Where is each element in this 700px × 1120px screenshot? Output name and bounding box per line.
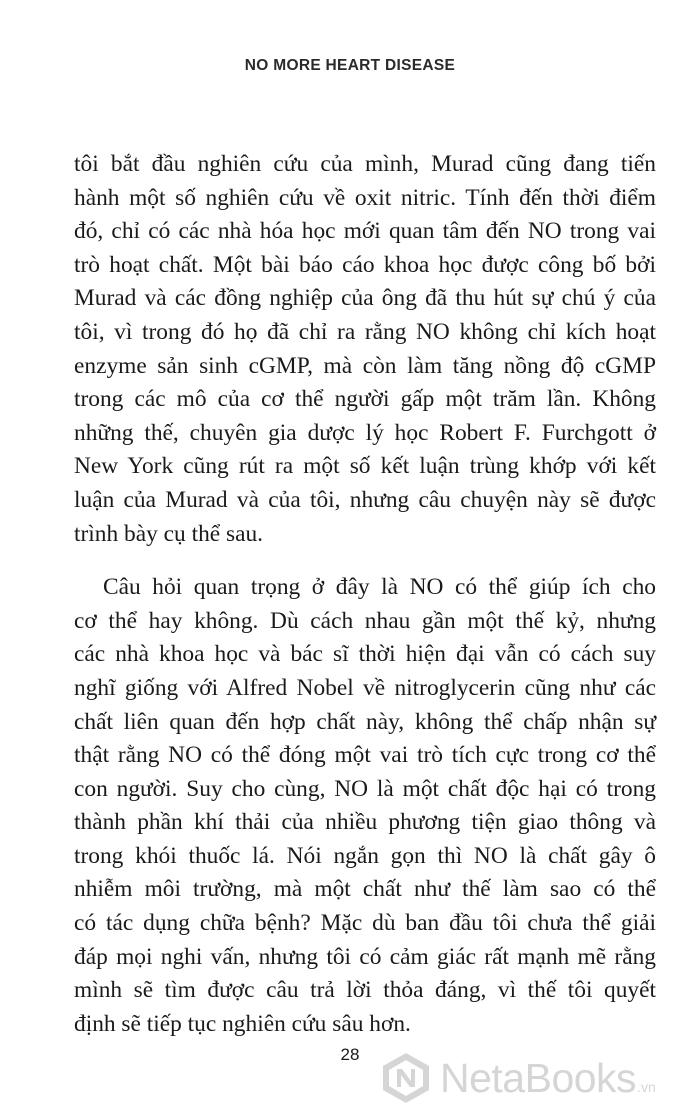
text-line: Murad và các đồng nghiệp của ông đã thu hút sự chú ý của xyxy=(74,285,656,312)
text-line: trong khói thuốc lá. Nói ngắn gọn thì NO là chất gây ô xyxy=(74,842,656,869)
text-line: luận của Murad và của tôi, nhưng câu chuyện này sẽ được xyxy=(74,486,656,513)
running-header: NO MORE HEART DISEASE xyxy=(244,57,456,74)
text-line: nghĩ giống với Alfred Nobel về nitroglycerin cũng như các xyxy=(74,674,656,701)
netabooks-logo-icon xyxy=(378,1050,434,1106)
watermark-suffix: .vn xyxy=(637,1079,656,1095)
paragraph-1 xyxy=(74,148,656,551)
paragraph-2 xyxy=(74,571,656,1041)
watermark xyxy=(378,1043,696,1113)
text-line: nhiễm môi trường, mà một chất như thế làm sao có thể xyxy=(74,876,656,903)
text-line: cơ thể hay không. Dù cách nhau gần một thế kỷ, nhưng xyxy=(74,607,656,634)
text-line: Câu hỏi quan trọng ở đây là NO có thể giúp ích cho xyxy=(103,574,656,601)
text-line: tôi, vì trong đó họ đã chỉ ra rằng NO không chỉ kích hoạt xyxy=(74,318,656,345)
text-line: định sẽ tiếp tục nghiên cứu sâu hơn. xyxy=(74,1010,411,1037)
text-line: trò hoạt chất. Một bài báo cáo khoa học được công bố bởi xyxy=(74,251,656,278)
watermark-brand: NetaBooks xyxy=(440,1054,637,1101)
text-line: New York cũng rút ra một số kết luận trùng khớp với kết xyxy=(74,453,656,480)
page-number: 28 xyxy=(340,1045,360,1064)
text-line: đáp mọi nghi vấn, nhưng tôi có cảm giác rất mạnh mẽ rằng xyxy=(74,943,656,970)
body-text xyxy=(74,148,656,1041)
text-line: các nhà khoa học và bác sĩ thời hiện đại vẫn có cách suy xyxy=(74,641,656,668)
text-line: thật rằng NO có thể đóng một vai trò tích cực trong cơ thể xyxy=(74,742,656,769)
text-line: hành một số nghiên cứu về oxit nitric. Tính đến thời điểm xyxy=(74,184,656,211)
paragraph-spacer xyxy=(74,551,656,571)
text-line: đó, chỉ có các nhà hóa học mới quan tâm đến NO trong vai xyxy=(74,218,656,245)
text-line: thành phần khí thải của nhiều phương tiện giao thông và xyxy=(74,809,656,836)
text-line: những thế, chuyên gia dược lý học Robert F. Furchgott ở xyxy=(74,419,656,446)
text-line: mình sẽ tìm được câu trả lời thỏa đáng, vì thế tôi quyết xyxy=(74,977,656,1004)
text-line: tôi bắt đầu nghiên cứu của mình, Murad cũng đang tiến xyxy=(74,151,656,177)
text-line: chất liên quan đến hợp chất này, không thể chấp nhận sự xyxy=(74,708,656,735)
text-line: có tác dụng chữa bệnh? Mặc dù ban đầu tôi chưa thể giải xyxy=(74,910,656,937)
text-line: trong các mô của cơ thể người gấp một trăm lần. Không xyxy=(74,386,656,413)
text-line: con người. Suy cho cùng, NO là một chất độc hại có trong xyxy=(74,775,656,802)
text-line: trình bày cụ thể sau. xyxy=(74,520,264,547)
text-line: enzyme sản sinh cGMP, mà còn làm tăng nồng độ cGMP xyxy=(74,352,656,379)
